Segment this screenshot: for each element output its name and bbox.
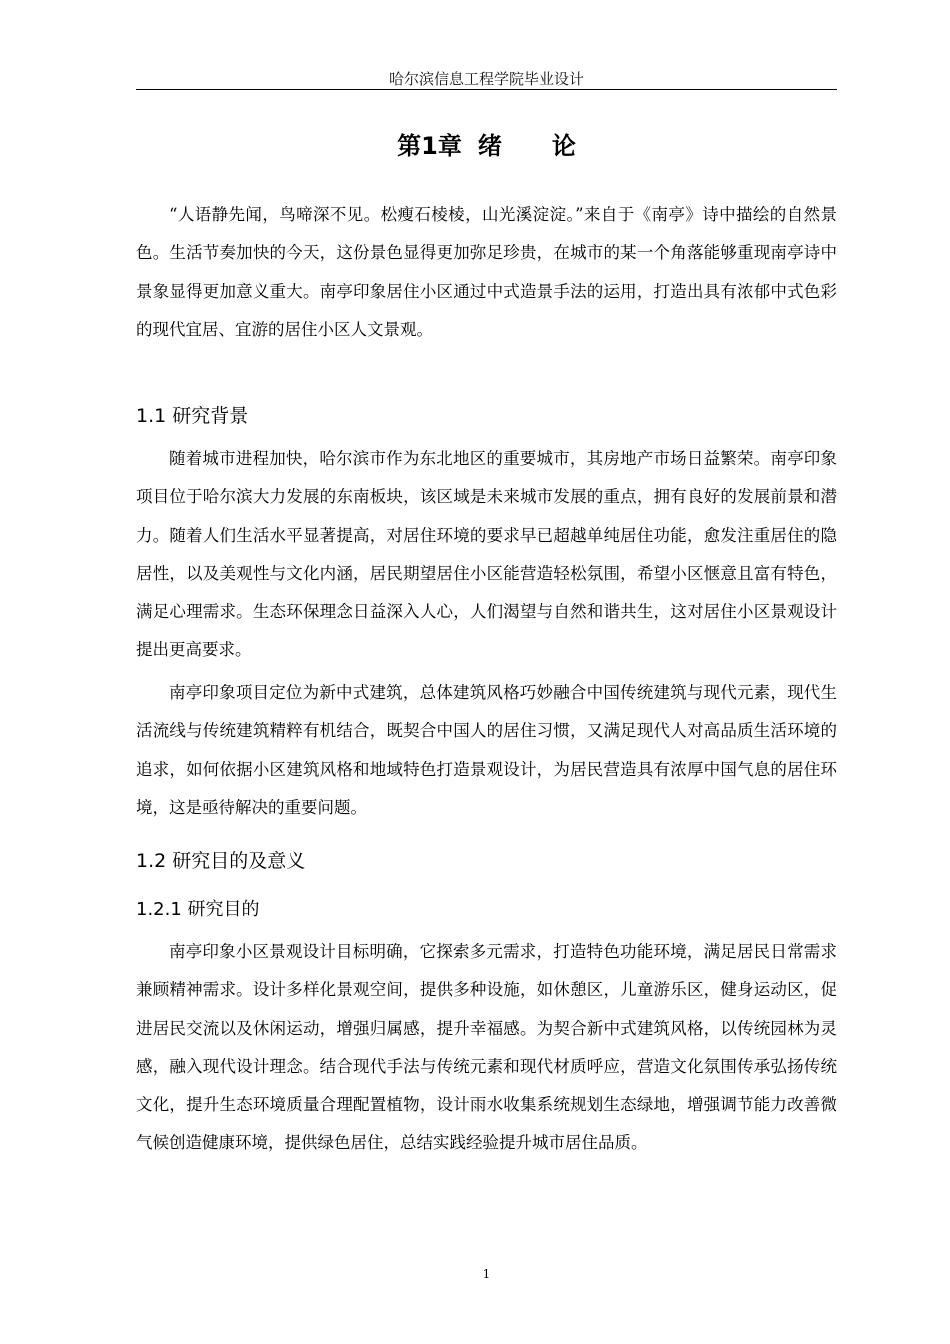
section-heading-1-2: 1.2 研究目的及意义 <box>136 850 306 872</box>
running-header: 哈尔滨信息工程学院毕业设计 <box>388 70 584 88</box>
section-heading-1-1: 1.1 研究背景 <box>136 405 249 427</box>
header-rule <box>136 89 837 90</box>
background-paragraph-2: 南亭印象项目定位为新中式建筑，总体建筑风格巧妙融合中国传统建筑与现代元素，现代生活流线与传统建筑精粹有机结合，既契合中国人的居住习惯，又满足现代人对高品质生活环境的追求，如何依据小区建筑风格和地域特色打造景观设计，为居民营造具有浓厚中国气息的居住环境，这是亟待解决的重要问题。 <box>136 683 837 817</box>
subsection-heading-1-2-1: 1.2.1 研究目的 <box>136 899 260 920</box>
purpose-paragraph: 南亭印象小区景观设计目标明确，它探索多元需求，打造特色功能环境，满足居民日常需求兼顾精神需求。设计多样化景观空间，提供多种设施，如休憩区，儿童游乐区，健身运动区，促进居民交流以及休闲运动，增强归属感，提升幸福感。为契合新中式建筑风格，以传统园林为灵感，融入现代设计理念。结合现代手法与传统元素和现代材质呼应，营造文化氛围传承弘扬传统文化，提升生态环境质量合理配置植物，设计雨水收集系统规划生态绿地，增强调节能力改善微气候创造健康环境，提供绿色居住，总结实践经验提升城市居住品质。 <box>136 942 837 1153</box>
chapter-title-part2: 论 <box>551 132 576 160</box>
chapter-title-part1: 绪 <box>477 132 502 160</box>
chapter-title <box>136 130 837 162</box>
background-paragraph-1: 随着城市进程加快，哈尔滨市作为东北地区的重要城市，其房地产市场日益繁荣。南亭印象项目位于哈尔滨大力发展的东南板块，该区域是未来城市发展的重点，拥有良好的发展前景和潜力。随着人们生活水平显著提高，对居住环境的要求早已超越单纯居住功能，愈发注重居住的隐居性，以及美观性与文化内涵，居民期望居住小区能营造轻松氛围，希望小区惬意且富有特色，满足心理需求。生态环保理念日益深入人心，人们渴望与自然和谐共生，这对居住小区景观设计提出更高要求。 <box>136 449 837 660</box>
chapter-number: 第1章 <box>397 132 462 160</box>
intro-paragraph: “人语静先闻，鸟啼深不见。松瘦石棱棱，山光溪淀淀。”来自于《南亭》诗中描绘的自然景色。生活节奏加快的今天，这份景色显得更加弥足珍贵，在城市的某一个角落能够重现南亭诗中景象显得更加意义重大。南亭印象居住小区通过中式造景手法的运用，打造出具有浓郁中式色彩的现代宜居、宜游的居住小区人文景观。 <box>136 205 837 339</box>
page-number: 1 <box>482 1267 491 1281</box>
